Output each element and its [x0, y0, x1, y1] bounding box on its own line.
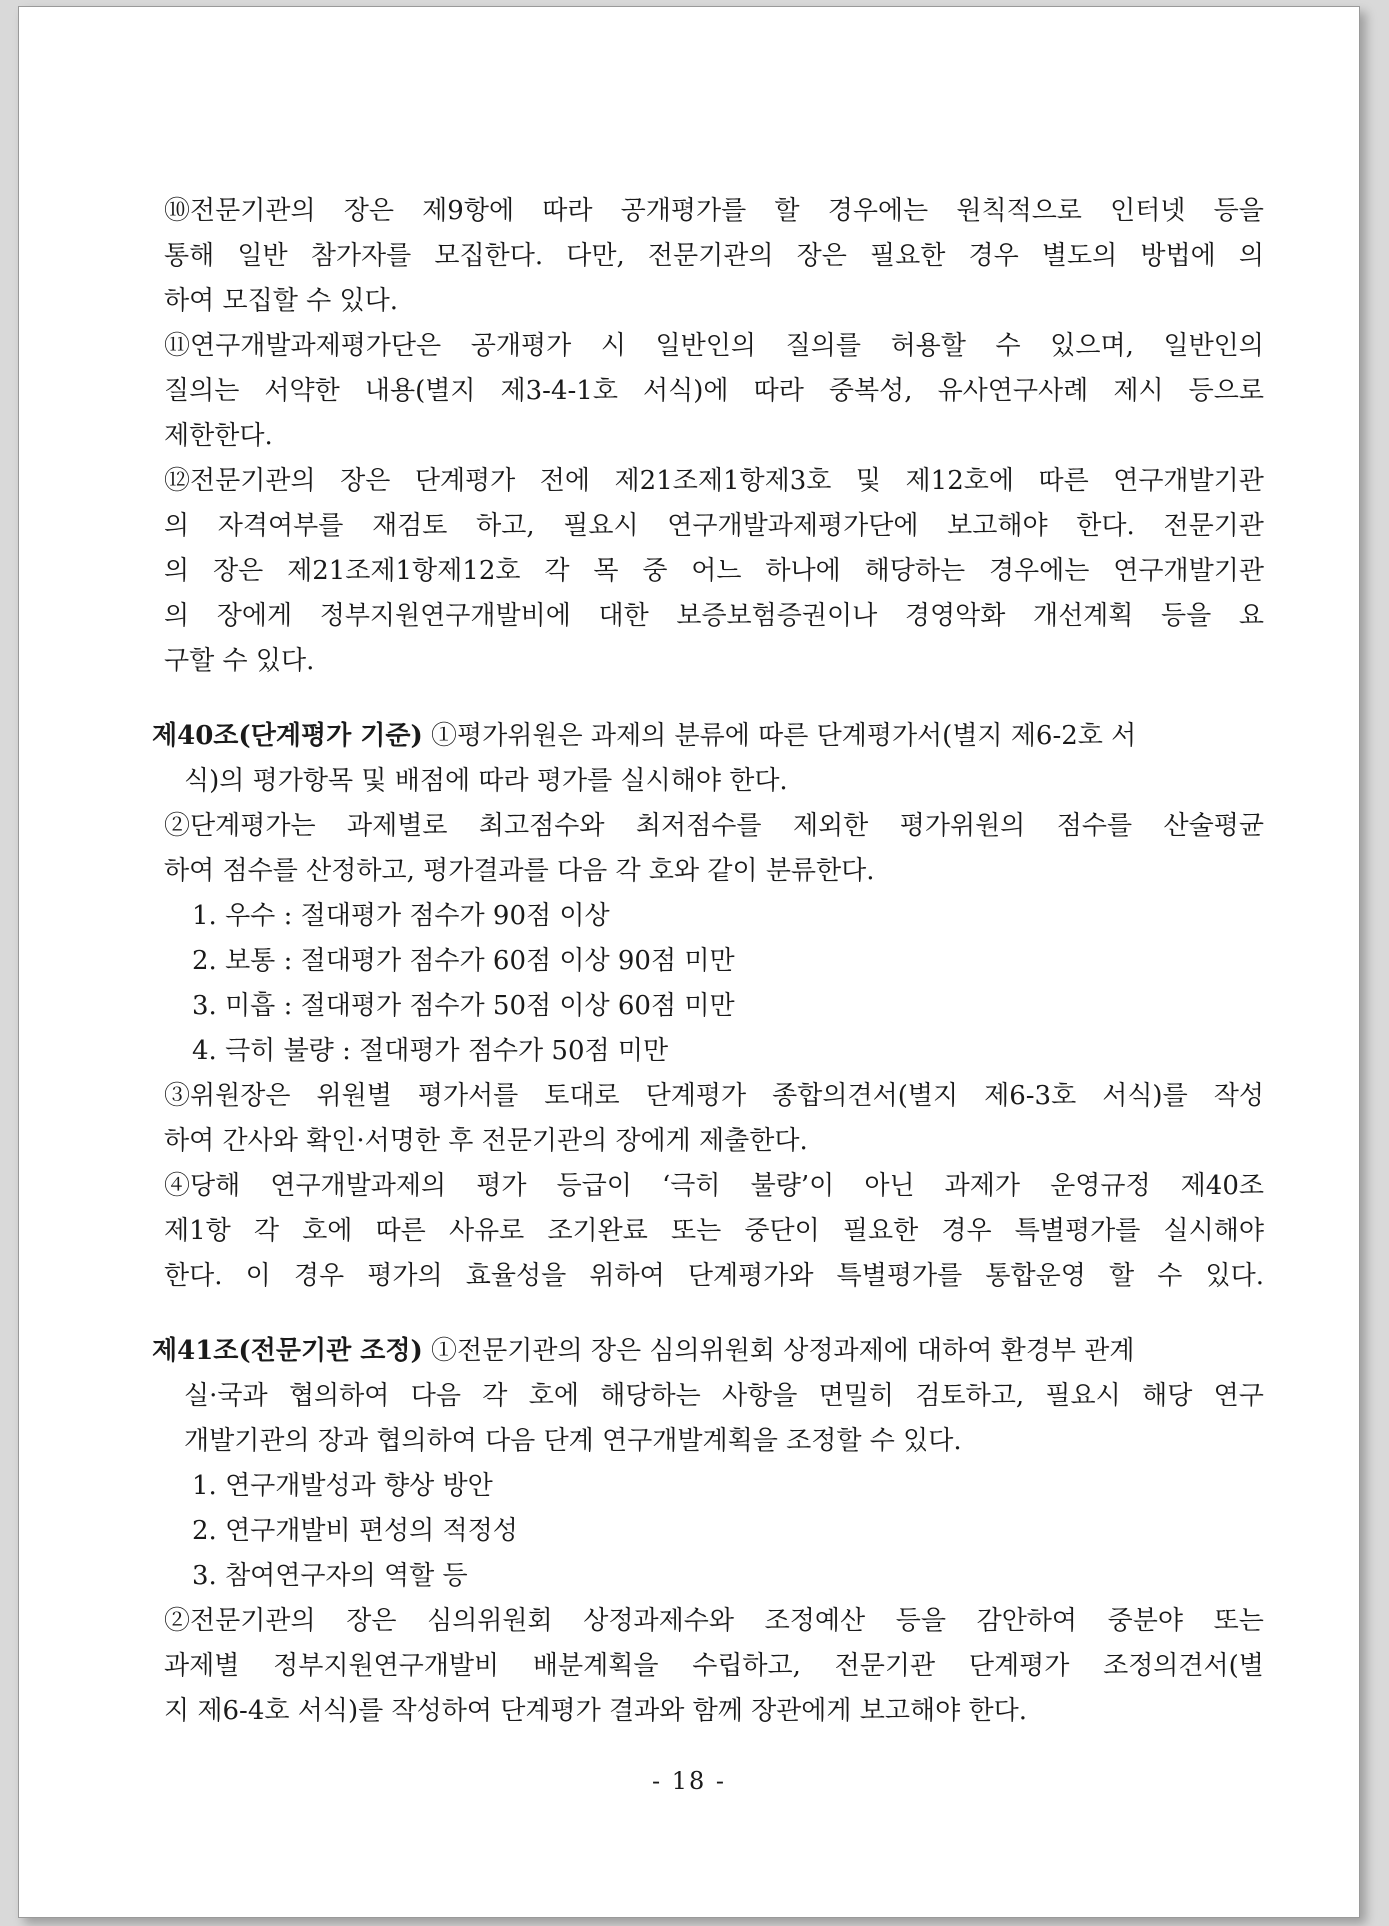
word: 검토하고,: [915, 1381, 1025, 1411]
word: 공개평가를: [620, 196, 747, 226]
word: 경우에는: [988, 556, 1090, 586]
word: 재검토: [372, 511, 448, 541]
text-line: 구할 수 있다.: [164, 646, 315, 676]
text-line: [164, 324, 1264, 369]
word: 정부지원연구개발비에: [319, 601, 571, 631]
word: 이: [245, 1261, 271, 1291]
article-40: [152, 714, 1264, 1299]
text-line: 제한한다.: [164, 421, 273, 451]
word: 의: [164, 556, 190, 586]
word: 각: [482, 1381, 508, 1411]
word: 특별평가를: [1014, 1216, 1141, 1246]
word: 대한: [598, 601, 649, 631]
word: 효율성을: [465, 1261, 567, 1291]
word: 평가서를: [417, 1081, 519, 1111]
word: 중: [642, 556, 668, 586]
text-line: [164, 1254, 1264, 1299]
word: ③위원장은: [164, 1081, 291, 1111]
word: 평가위원의: [899, 811, 1026, 841]
word: 다만,: [566, 241, 625, 271]
word: 하고,: [476, 511, 535, 541]
article-40-first-line: ①평가위원은 과제의 분류에 따른 단계평가서(별지 제6-2호 서: [422, 721, 1137, 751]
word: 작성: [1213, 1081, 1264, 1111]
word: 수: [1157, 1261, 1183, 1291]
word: 경영악화: [904, 601, 1006, 631]
word: 방법에: [1140, 241, 1216, 271]
word: ④당해: [164, 1171, 241, 1201]
word: 사유로: [448, 1216, 525, 1246]
word: 통합운영: [985, 1261, 1086, 1291]
word: 심의위원회: [427, 1606, 553, 1636]
word: 일반인의: [1163, 331, 1264, 361]
text-line: [164, 1644, 1264, 1689]
word: 평가의: [367, 1261, 443, 1291]
list-item: 3. 미흡 : 절대평가 점수가 50점 이상 60점 미만: [192, 991, 735, 1021]
paragraph-11: [164, 324, 1264, 459]
word: 한다.: [164, 1261, 223, 1291]
text-line: [164, 1164, 1264, 1209]
word: 호에: [528, 1381, 579, 1411]
word: 개선계획: [1032, 601, 1134, 631]
word: 장은: [796, 241, 847, 271]
word: 필요한: [842, 1216, 919, 1246]
word: 참가자를: [310, 241, 412, 271]
document-page: [18, 6, 1360, 1918]
word: 한다.: [1076, 511, 1135, 541]
word: 과제별로: [347, 811, 448, 841]
word: 의: [164, 511, 190, 541]
word: 평가: [476, 1171, 527, 1201]
word: 또는: [671, 1216, 722, 1246]
word: 실시해야: [1163, 1216, 1264, 1246]
word: 장은: [346, 1606, 397, 1636]
word: 질의를: [785, 331, 861, 361]
word: ⑩전문기관의: [164, 196, 316, 226]
text-line: 지 제6-4호 서식)를 작성하여 단계평가 결과와 함께 장관에게 보고해야 한다.: [164, 1696, 1028, 1726]
word: 경우: [968, 241, 1019, 271]
article-40-heading-line: [152, 714, 1264, 759]
word: 위하여: [589, 1261, 665, 1291]
word: 정부지원연구개발비: [273, 1651, 500, 1681]
word: 특별평가를: [836, 1261, 963, 1291]
word: 중복성,: [828, 376, 913, 406]
word: 등을: [1161, 601, 1212, 631]
word: 배분계획을: [532, 1651, 659, 1681]
text-line: [164, 459, 1264, 504]
article-41-heading-line: [152, 1329, 1264, 1374]
word: 위원별: [316, 1081, 392, 1111]
word: 해당: [1142, 1381, 1193, 1411]
word: 제40조: [1180, 1171, 1264, 1201]
word: 필요시: [563, 511, 639, 541]
text-line: [164, 189, 1264, 234]
text-line: [164, 234, 1264, 279]
word: 원칙적으로: [956, 196, 1082, 226]
article-41-title: 제41조(전문기관 조정): [152, 1336, 423, 1366]
word: ‘극히: [662, 1171, 721, 1201]
word: 토대로: [544, 1081, 620, 1111]
word: 연구개발과제평가단에: [667, 511, 919, 541]
word: 점수를: [1056, 811, 1133, 841]
word: 따라: [753, 376, 804, 406]
word: 서식)에: [643, 376, 729, 406]
word: 일반: [237, 241, 288, 271]
word: 전문기관: [1163, 511, 1264, 541]
article-41-first-line: ①전문기관의 장은 심의위원회 상정과제에 대하여 환경부 관계: [422, 1336, 1135, 1366]
word: ⑫전문기관의: [164, 466, 316, 496]
word: 의: [164, 601, 190, 631]
word: 해당하는: [864, 556, 966, 586]
word: 경우: [941, 1216, 992, 1246]
article-41: [152, 1329, 1264, 1734]
word: 공개평가: [470, 331, 572, 361]
word: 등으로: [1188, 376, 1264, 406]
word: 연구개발기관: [1113, 556, 1264, 586]
word: 따른: [1038, 466, 1089, 496]
word: 허용할: [890, 331, 966, 361]
article-40-title: 제40조(단계평가 기준): [152, 721, 423, 751]
word: 실·국과: [184, 1381, 268, 1411]
word: 제외한: [792, 811, 869, 841]
word: 요: [1238, 601, 1264, 631]
word: 단계평가: [968, 1651, 1070, 1681]
word: 보증보험증권이나: [676, 601, 878, 631]
word: 등을: [895, 1606, 946, 1636]
word: 질의는: [164, 376, 240, 406]
word: 장은: [212, 556, 264, 586]
list-item: 1. 연구개발성과 향상 방안: [192, 1471, 493, 1501]
list-item: 2. 연구개발비 편성의 적정성: [192, 1516, 518, 1546]
word: 각: [253, 1216, 280, 1246]
word: 하나에: [765, 556, 841, 586]
word: 통해: [164, 241, 215, 271]
paragraph-12: [164, 459, 1264, 684]
text-line: 개발기관의 장과 협의하여 다음 단계 연구개발계획을 조정할 수 있다.: [184, 1426, 962, 1456]
word: 아닌: [864, 1171, 915, 1201]
text-line: [164, 504, 1264, 549]
word: 따른: [375, 1216, 426, 1246]
word: 해당하는: [600, 1381, 701, 1411]
word: 별도의: [1041, 241, 1118, 271]
page-number: - 18 -: [651, 1767, 726, 1795]
word: 면밀히: [818, 1381, 895, 1411]
word: 의: [1238, 241, 1264, 271]
word: 유사연구사례: [937, 376, 1089, 406]
word: 불량’이: [750, 1171, 835, 1201]
word: 전에: [539, 466, 591, 496]
word: 조정의견서(별: [1103, 1651, 1264, 1681]
word: ⑪연구개발과제평가단은: [164, 331, 442, 361]
word: 경우: [293, 1261, 345, 1291]
text-line: [164, 369, 1264, 414]
word: 서약한: [264, 376, 340, 406]
word: 단계평가: [414, 466, 516, 496]
document-body: [152, 189, 1264, 1734]
word: 과제가: [944, 1171, 1021, 1201]
list-item: 2. 보통 : 절대평가 점수가 60점 이상 90점 미만: [192, 946, 735, 976]
word: 서식)를: [1102, 1081, 1188, 1111]
word: 일반인의: [655, 331, 757, 361]
word: 또는: [1213, 1606, 1264, 1636]
word: 등급이: [556, 1171, 632, 1201]
word: 제9항에: [422, 196, 515, 226]
text-line: 하여 모집할 수 있다.: [164, 286, 398, 316]
word: 제12호에: [905, 466, 1014, 496]
word: 시: [600, 331, 626, 361]
word: 사항을: [722, 1381, 798, 1411]
word: 단계평가: [645, 1081, 747, 1111]
word: 다음: [410, 1381, 461, 1411]
word: ②단계평가는: [164, 811, 316, 841]
word: 수립하고,: [692, 1651, 801, 1681]
word: 제6-3호: [984, 1081, 1077, 1111]
word: 장에게: [216, 601, 293, 631]
word: 연구개발기관: [1113, 466, 1264, 496]
list-item: 1. 우수 : 절대평가 점수가 90점 이상: [192, 901, 610, 931]
word: 및: [855, 466, 882, 496]
word: 최고점수와: [478, 811, 605, 841]
word: 산술평균: [1163, 811, 1264, 841]
word: 제1항: [164, 1216, 231, 1246]
word: 과제별: [164, 1651, 240, 1681]
paragraph-10: [164, 189, 1264, 324]
word: 상정과제수와: [583, 1606, 734, 1636]
word: 필요한: [869, 241, 946, 271]
word: 장은: [343, 196, 394, 226]
text-line: [164, 549, 1264, 594]
word: 운영규정: [1050, 1171, 1151, 1201]
word: 최저점수를: [635, 811, 762, 841]
word: 제시: [1113, 376, 1164, 406]
list-item: 3. 참여연구자의 역할 등: [192, 1561, 468, 1591]
word: 연구개발과제의: [270, 1171, 447, 1201]
word: 모집한다.: [434, 241, 544, 271]
word: 인터넷: [1110, 196, 1186, 226]
word: 각: [544, 556, 570, 586]
text-line: [164, 1209, 1264, 1254]
word: 조정예산: [764, 1606, 866, 1636]
word: 있다.: [1205, 1261, 1264, 1291]
word: 자격여부를: [217, 511, 344, 541]
word: 할: [774, 196, 800, 226]
word: 수: [995, 331, 1021, 361]
word: 보고해야: [947, 511, 1048, 541]
word: 필요시: [1045, 1381, 1121, 1411]
word: 장은: [340, 466, 391, 496]
word: 제21조제1항제12호: [287, 556, 521, 586]
word: 전문기관: [834, 1651, 936, 1681]
text-line: [164, 804, 1264, 849]
word: 제21조제1항제3호: [614, 466, 832, 496]
text-line: [164, 594, 1264, 639]
text-line: 하여 간사와 확인·서명한 후 전문기관의 장에게 제출한다.: [164, 1126, 808, 1156]
word: 따라: [542, 196, 593, 226]
word: 어느: [691, 556, 742, 586]
word: ②전문기관의: [164, 1606, 316, 1636]
word: 연구: [1213, 1381, 1264, 1411]
word: 협의하여: [288, 1381, 390, 1411]
text-line: 식)의 평가항목 및 배점에 따라 평가를 실시해야 한다.: [184, 766, 788, 796]
text-line: [164, 1074, 1264, 1119]
word: 조기완료: [547, 1216, 648, 1246]
text-line: [164, 1599, 1264, 1644]
word: 제3-4-1호: [500, 376, 618, 406]
word: 경우에는: [827, 196, 929, 226]
word: 등을: [1213, 196, 1264, 226]
word: 종합의견서(별지: [772, 1081, 959, 1111]
word: 목: [593, 556, 619, 586]
word: 호에: [302, 1216, 353, 1246]
text-line: [152, 1374, 1264, 1419]
word: 중단이: [744, 1216, 820, 1246]
word: 단계평가와: [687, 1261, 814, 1291]
word: 중분야: [1107, 1606, 1184, 1636]
list-item: 4. 극히 불량 : 절대평가 점수가 50점 미만: [192, 1036, 669, 1066]
word: 내용(별지: [364, 376, 476, 406]
word: 있으며,: [1050, 331, 1134, 361]
word: 전문기관의: [647, 241, 774, 271]
word: 감안하여: [976, 1606, 1078, 1636]
text-line: 하여 점수를 산정하고, 평가결과를 다음 각 호와 같이 분류한다.: [164, 856, 875, 886]
word: 할: [1108, 1261, 1135, 1291]
